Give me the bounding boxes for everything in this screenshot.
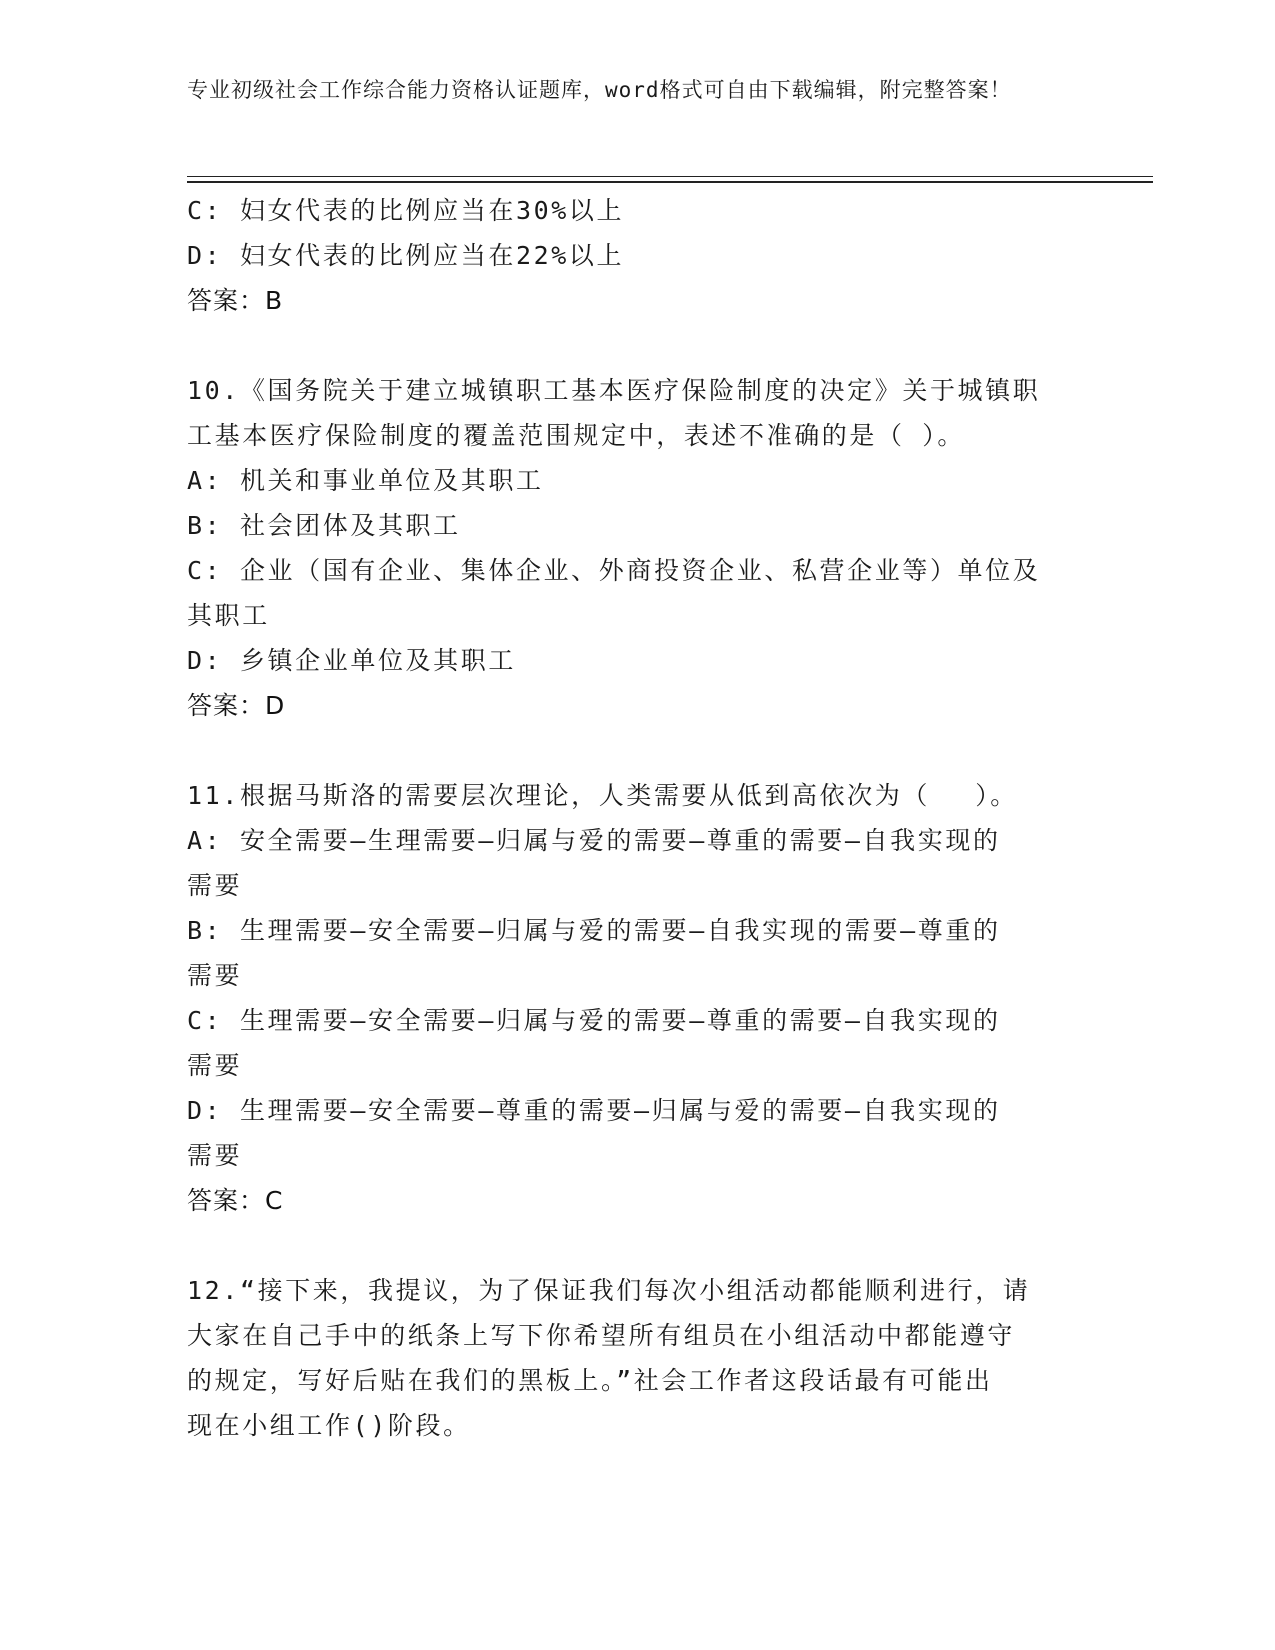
- spacer: [187, 728, 1067, 773]
- option-c: C: 生理需要—安全需要—归属与爱的需要—尊重的需要—自我实现的: [187, 1006, 1001, 1035]
- question-stem-line: 现在小组工作()阶段。: [187, 1411, 471, 1440]
- question-stem-line: 大家在自己手中的纸条上写下你希望所有组员在小组活动中都能遵守: [187, 1321, 1016, 1350]
- option-d: D: 乡镇企业单位及其职工: [187, 646, 516, 675]
- option-c-continued: 其职工: [187, 601, 270, 630]
- question-stem-line: 工基本医疗保险制度的覆盖范围规定中，表述不准确的是（ ）。: [187, 421, 965, 450]
- option-c: C: 妇女代表的比例应当在30%以上: [187, 196, 625, 225]
- spacer: [187, 323, 1067, 368]
- header-divider-thick: [187, 181, 1153, 183]
- question-stem-line: 11.根据马斯洛的需要层次理论，人类需要从低到高依次为（ ）。: [187, 781, 1018, 810]
- option-b-continued: 需要: [187, 961, 243, 990]
- answer-label: 答案：B: [187, 286, 284, 315]
- question-10: [187, 368, 1067, 728]
- question-12: [187, 1268, 1067, 1448]
- answer-label: 答案：C: [187, 1186, 284, 1215]
- spacer: [187, 1223, 1067, 1268]
- question-stem-line: 的规定，写好后贴在我们的黑板上。”社会工作者这段话最有可能出: [187, 1366, 993, 1395]
- option-b: B: 社会团体及其职工: [187, 511, 461, 540]
- option-a: A: 机关和事业单位及其职工: [187, 466, 544, 495]
- answer-label: 答案：D: [187, 691, 286, 720]
- header-divider-thin: [187, 176, 1153, 177]
- option-c-continued: 需要: [187, 1051, 243, 1080]
- question-11: [187, 773, 1067, 1223]
- option-b: B: 生理需要—安全需要—归属与爱的需要—自我实现的需要—尊重的: [187, 916, 1001, 945]
- document-header: 专业初级社会工作综合能力资格认证题库，word格式可自由下载编辑，附完整答案！: [187, 78, 1012, 102]
- option-d-continued: 需要: [187, 1141, 243, 1170]
- question-9-tail: [187, 188, 1067, 323]
- option-a: A: 安全需要—生理需要—归属与爱的需要—尊重的需要—自我实现的: [187, 826, 1001, 855]
- option-a-continued: 需要: [187, 871, 243, 900]
- option-c: C: 企业（国有企业、集体企业、外商投资企业、私营企业等）单位及: [187, 556, 1041, 585]
- option-d: D: 生理需要—安全需要—尊重的需要—归属与爱的需要—自我实现的: [187, 1096, 1001, 1125]
- option-d: D: 妇女代表的比例应当在22%以上: [187, 241, 625, 270]
- question-stem-line: 12.“接下来，我提议，为了保证我们每次小组活动都能顺利进行，请: [187, 1276, 1031, 1305]
- question-content: [187, 188, 1067, 1448]
- question-stem-line: 10.《国务院关于建立城镇职工基本医疗保险制度的决定》关于城镇职: [187, 376, 1041, 405]
